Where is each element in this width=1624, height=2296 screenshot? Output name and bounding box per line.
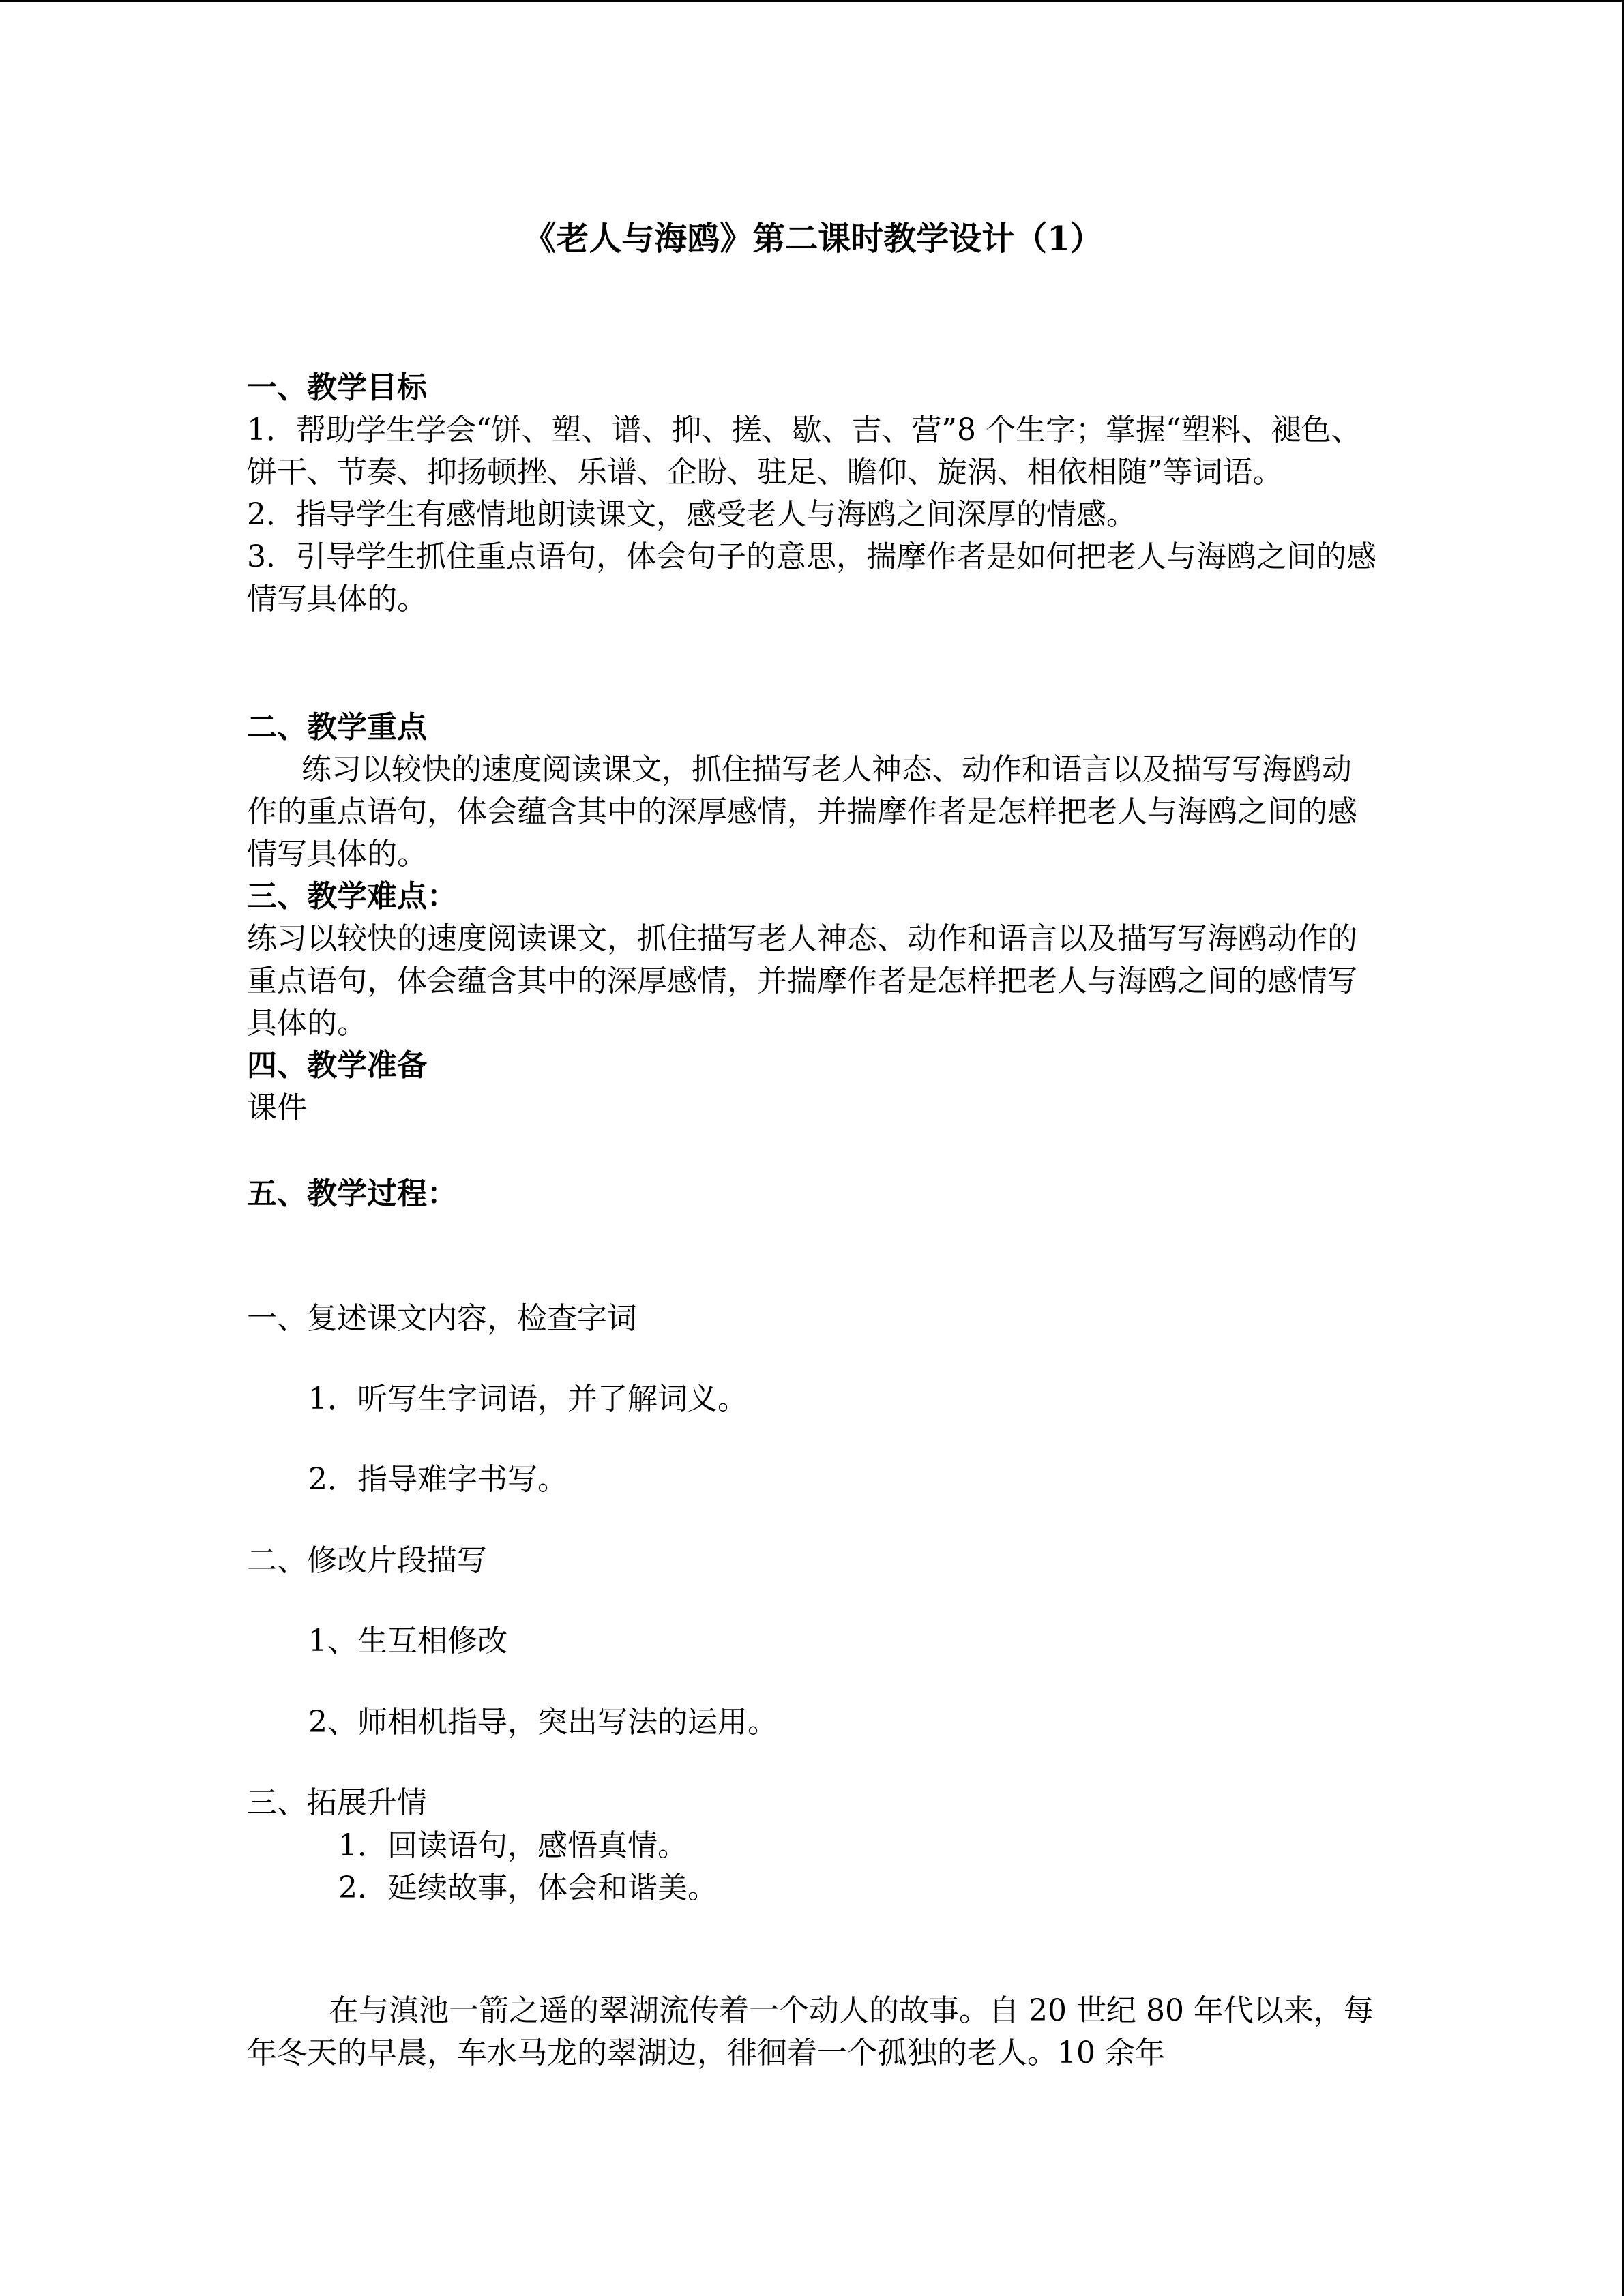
goal-item-1: 1．帮助学生学会“饼、塑、谱、抑、搓、歇、吉、营”8 个生字；掌握“塑料、褪色、饼干、节奏、抑扬顿挫、乐谱、企盼、驻足、瞻仰、旋涡、相依相随”等词语。 (247, 413, 1361, 490)
difficulties-text: 练习以较快的速度阅读课文，抓住描写老人神态、动作和语言以及描写写海鸥动作的重点语句，体会蕴含其中的深厚感情，并揣摩作者是怎样把老人与海鸥之间的感情写具体的。 (247, 921, 1357, 1041)
process-substep (247, 1459, 1441, 1501)
section-heading-goals: 一、教学目标 (247, 370, 427, 405)
story-paragraph (247, 1990, 1379, 2074)
section-difficulties (247, 876, 1379, 1045)
process-substep (247, 1701, 1441, 1744)
process-step-label: 二、修改片段描写 (247, 1543, 487, 1578)
process-step-label: 一、复述课文内容，检查字词 (247, 1301, 637, 1336)
story-text: 在与滇池一箭之遥的翠湖流传着一个动人的故事。自 20 世纪 80 年代以来，每年冬天的早晨，车水马龙的翠湖边，徘徊着一个孤独的老人。10 余年 (247, 1993, 1374, 2070)
section-heading-difficulties: 三、教学难点： (247, 879, 457, 914)
document-title: 《老人与海鸥》第二课时教学设计（1） (523, 220, 1103, 258)
process-substep-text: 1．听写生字词语，并了解词义。 (308, 1382, 748, 1416)
process-substep (247, 1825, 1471, 1909)
process-substep-text: 2．指导难字书写。 (308, 1462, 567, 1497)
process-substep-text: 1．回读语句，感悟真情。 (338, 1828, 688, 1863)
goal-item-3: 3．引导学生抓住重点语句，体会句子的意思，揣摩作者是如何把老人与海鸥之间的感情写具体的。 (247, 539, 1376, 616)
process-step-2 (247, 1540, 1379, 1582)
process-substep-text: 2．延续故事，体会和谐美。 (338, 1870, 718, 1905)
process-step-1 (247, 1298, 1379, 1340)
key-points-text: 练习以较快的速度阅读课文，抓住描写老人神态、动作和语言以及描写写海鸥动作的重点语句，体会蕴含其中的深厚感情，并揣摩作者是怎样把老人与海鸥之间的感情写具体的。 (247, 752, 1357, 871)
preparation-text: 课件 (247, 1090, 307, 1125)
process-substep-text: 2、师相机指导，突出写法的运用。 (308, 1705, 778, 1740)
process-step-label: 三、拓展升情 (247, 1785, 427, 1820)
section-goals (247, 367, 1379, 621)
process-substep (247, 1378, 1441, 1420)
section-heading-preparation: 四、教学准备 (247, 1048, 427, 1083)
goal-item-2: 2．指导学生有感情地朗读课文，感受老人与海鸥之间深厚的情感。 (247, 497, 1136, 532)
process-substep (247, 1620, 1441, 1663)
process-substep-text: 1、生互相修改 (308, 1624, 507, 1658)
section-heading-process: 五、教学过程： (247, 1176, 457, 1211)
section-key-points (247, 706, 1379, 876)
section-preparation (247, 1045, 1379, 1129)
section-heading-key-points: 二、教学重点 (247, 710, 427, 745)
section-process (247, 1173, 1379, 1215)
process-step-3 (247, 1782, 1379, 1824)
page-top-border (0, 0, 1624, 2)
